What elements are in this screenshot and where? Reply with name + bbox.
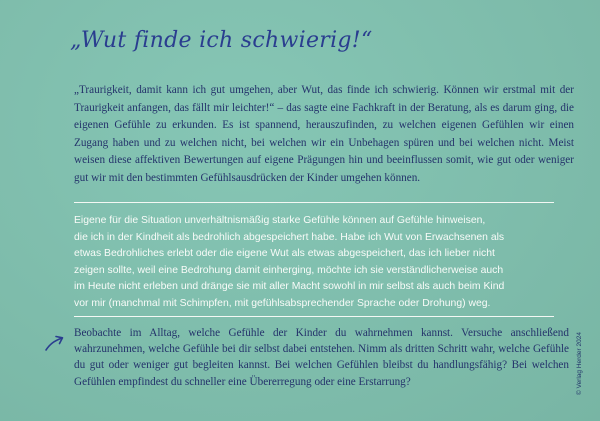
highlight-line: im Heute nicht erleben und dränge sie mit aller Macht sowohl in mir selbst als auch beim Kind (74, 281, 505, 292)
divider-bottom (74, 316, 554, 317)
exercise-paragraph: Beobachte im Alltag, welche Gefühle der Kinder du wahrnehmen kannst. Versuche anschließend wahrzunehmen, welche Gefühle bei dir selbst dabei entstehen. Nimm als dritten Schritt wahr, welche Gefühle du gut oder weniger gut begleiten kannst. Bei welchen Gefühlen bleibst du handlungsfähig? Bei welchen Gefühlen empfindest du schneller eine Übererregung oder eine Erstarrung? (74, 327, 569, 388)
curved-arrow-icon (44, 334, 66, 352)
highlight-line: Eigene für die Situation unverhältnismäßig starke Gefühle können auf Gefühle hinweisen, (74, 215, 486, 226)
highlight-line: zeigen sollte, weil eine Bedrohung damit einherging, möchte ich sie verständlicherweise auch (74, 264, 504, 276)
highlight-line: etwas Bedrohliches erlebt oder die eigene Wut als etwas abgespeichert, das ich lieber nicht (74, 248, 495, 259)
highlight-line: vor mir (manchmal mit Schimpfen, mit gefühlsabsprechender Sprache oder Drohung) weg. (74, 297, 491, 309)
divider-top (74, 202, 554, 203)
intro-paragraph: „Traurigkeit, damit kann ich gut umgehen, aber Wut, das finde ich schwierig. Können wir erstmal mit der Traurigkeit anfangen, das fällt mir leichter!“ – das sagte eine Fachkraft in der Beratung, als es darum ging, die eigenen Gefühle zu erkunden. Es ist spannend, herauszufinden, zu welchen eigenen Gefühlen wir einen Zugang haben und zu welchen nicht, bei welchen wir ein Unbehagen spüren und bei welchen nicht. Meist weisen diese affektiven Bewertungen auf eigene Prägungen hin und beeinflussen somit, wie gut oder weniger gut wir mit den bestimmten Gefühlsausdrücken der Kinder umgehen können. (74, 84, 574, 184)
page-title: „Wut finde ich schwierig!“ (70, 28, 373, 53)
copyright-notice: © Verlag Herder 2024 (576, 332, 583, 395)
highlight-paragraph (74, 213, 574, 312)
highlight-line: die ich in der Kindheit als bedrohlich abgespeichert habe. Habe ich Wut von Erwachsenen als (74, 231, 505, 243)
